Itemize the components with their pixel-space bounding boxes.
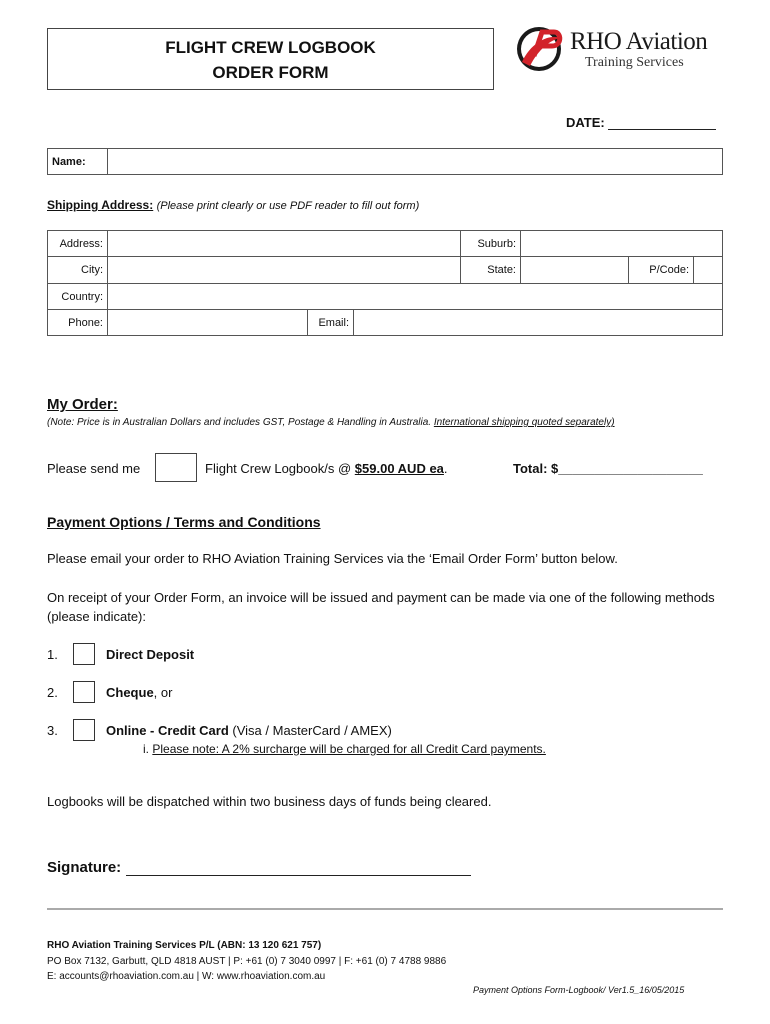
signature-label: Signature: <box>47 859 122 876</box>
pcode-label: P/Code: <box>629 257 694 283</box>
form-version: Payment Options Form-Logbook/ Ver1.5_16/05/2015 <box>473 985 685 995</box>
address-field[interactable] <box>108 231 461 257</box>
shipping-note: (Please print clearly or use PDF reader to fill out form) <box>156 200 420 212</box>
order-note <box>47 417 615 428</box>
option-3-label: Online - Credit Card (Visa / MasterCard / AMEX) <box>106 723 392 738</box>
footer-divider <box>47 908 723 910</box>
send-detail <box>205 461 448 476</box>
shipping-heading <box>47 198 419 212</box>
option-2-number: 2. <box>47 685 58 700</box>
my-order-heading: My Order: <box>47 396 118 413</box>
logo-name: RHO Aviation <box>570 28 708 55</box>
footer-company: RHO Aviation Training Services P/L (ABN: 13 120 621 757) <box>47 940 322 951</box>
address-table <box>47 230 723 336</box>
logo-subtitle: Training Services <box>585 55 684 70</box>
order-note-text: (Note: Price is in Australian Dollars and includes GST, Postage & Handling in Australia. <box>47 417 432 428</box>
country-field[interactable] <box>108 284 723 310</box>
email-label: Email: <box>308 310 354 336</box>
date-label: DATE: <box>566 115 605 130</box>
total-field[interactable]: Total: $____________________ <box>513 461 703 476</box>
pcode-field[interactable] <box>694 257 722 283</box>
suburb-field[interactable] <box>521 231 723 257</box>
state-label: State: <box>461 257 521 284</box>
direct-deposit-checkbox[interactable] <box>73 643 95 665</box>
country-label: Country: <box>48 284 108 310</box>
unit-price: $59.00 AUD ea <box>354 461 444 476</box>
footer-address: PO Box 7132, Garbutt, QLD 4818 AUST | P: +61 (0) 7 3040 0997 | F: +61 (0) 7 4788 9886 <box>47 956 447 967</box>
name-label: Name: <box>48 149 108 175</box>
credit-card-checkbox[interactable] <box>73 719 95 741</box>
state-field[interactable] <box>521 257 629 284</box>
payment-heading: Payment Options / Terms and Conditions <box>47 514 321 530</box>
name-field[interactable] <box>108 149 723 175</box>
phone-label: Phone: <box>48 310 108 336</box>
email-field[interactable] <box>354 310 723 336</box>
surcharge-number: i. <box>143 742 149 756</box>
surcharge-note <box>143 742 546 756</box>
invoice-instruction: On receipt of your Order Form, an invoice will be issued and payment can be made via one of the following methods (please indicate): <box>47 590 715 624</box>
dispatch-note: Logbooks will be dispatched within two business days of funds being cleared. <box>47 794 492 809</box>
send-prefix: Please send me <box>47 461 141 476</box>
option-1-number: 1. <box>47 647 58 662</box>
cheque-checkbox[interactable] <box>73 681 95 703</box>
name-table <box>47 148 723 175</box>
order-note-intl: International shipping quoted separately) <box>433 417 615 428</box>
date-field[interactable] <box>608 129 716 130</box>
title-line-1: FLIGHT CREW LOGBOOK <box>165 38 376 57</box>
suburb-label: Suburb: <box>461 231 521 257</box>
option-1-label: Direct Deposit <box>106 647 195 662</box>
surcharge-text: Please note: A 2% surcharge will be charged for all Credit Card payments. <box>152 742 546 756</box>
signature-field[interactable] <box>126 875 471 876</box>
email-instruction: Please email your order to RHO Aviation Training Services via the ‘Email Order Form’ button below. <box>47 551 618 566</box>
phone-field[interactable] <box>108 310 308 336</box>
address-label: Address: <box>48 231 108 257</box>
quantity-field[interactable] <box>155 453 197 482</box>
price-suffix: . <box>443 461 448 476</box>
send-mid: Flight Crew Logbook/s @ <box>205 461 352 476</box>
title-line-2: ORDER FORM <box>212 63 329 82</box>
pcode-cell <box>629 257 723 284</box>
form-title <box>47 28 494 90</box>
city-field[interactable] <box>108 257 461 284</box>
shipping-label: Shipping Address: <box>47 198 154 212</box>
option-2-label: Cheque, or <box>106 685 173 700</box>
option-3-number: 3. <box>47 723 58 738</box>
footer-contact: E: accounts@rhoaviation.com.au | W: www.rhoaviation.com.au <box>47 971 326 982</box>
city-label: City: <box>48 257 108 284</box>
